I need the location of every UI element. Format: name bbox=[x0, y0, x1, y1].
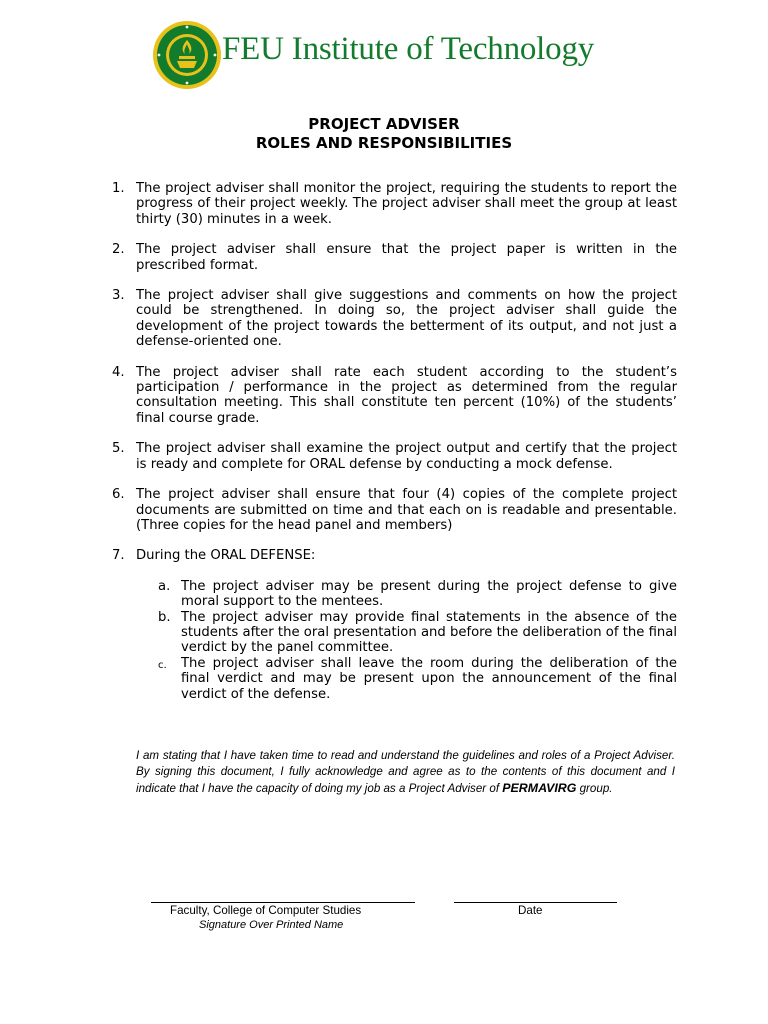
sublist-item bbox=[136, 656, 677, 702]
item-number: 4. bbox=[112, 364, 125, 380]
subitem-text: The project adviser may provide final statements in the absence of the students after the oral presentation and before the deliberation of the final verdict by the panel committee. bbox=[181, 609, 677, 656]
list-item bbox=[110, 487, 677, 533]
item-text: The project adviser shall give suggestions and comments on how the project could be strengthened. In doing so, the project adviser shall guide the development of the project towards the betterment of its output, and not just a defense-oriented one. bbox=[136, 288, 677, 350]
item-text: The project adviser shall examine the project output and certify that the project is ready and complete for ORAL defense by conducting a mock defense. bbox=[136, 441, 677, 472]
document-title-line2: ROLES AND RESPONSIBILITIES bbox=[255, 134, 513, 152]
feu-tech-seal-logo-icon bbox=[152, 20, 222, 90]
letterhead bbox=[152, 18, 632, 94]
signature-over-printed-name-label: Signature Over Printed Name bbox=[199, 919, 344, 931]
document-title-line1: PROJECT ADVISER bbox=[308, 115, 460, 133]
subitem-text: The project adviser may be present during the project defense to give moral support to the mentees. bbox=[181, 578, 677, 610]
item-text: The project adviser shall ensure that four (4) copies of the complete project documents are submitted on time and that each on is readable and presentable. (Three copies for the head panel and members) bbox=[136, 487, 677, 533]
item-number: 7. bbox=[112, 548, 125, 564]
item-text: The project adviser shall rate each student according to the student’s participation / performance in the project as determined from the regular consultation meeting. This shall constitute ten percent (10%) of the students’ final course grade. bbox=[136, 364, 677, 426]
list-item bbox=[110, 441, 677, 472]
list-item bbox=[110, 288, 677, 350]
list-item bbox=[110, 365, 677, 427]
oral-defense-sublist bbox=[136, 579, 677, 702]
sublist-item bbox=[136, 610, 677, 656]
responsibilities-list bbox=[110, 181, 677, 717]
statement-text-end: group. bbox=[576, 782, 613, 796]
group-name: PERMAVIRG bbox=[502, 781, 577, 796]
item-number: 2. bbox=[112, 242, 125, 258]
subitem-letter: a. bbox=[158, 578, 171, 594]
item-text: The project adviser shall ensure that the project paper is written in the prescribed format. bbox=[136, 242, 677, 273]
faculty-signature-line bbox=[151, 902, 415, 903]
subitem-letter: b. bbox=[158, 609, 171, 625]
list-item bbox=[110, 548, 677, 702]
date-signature-line bbox=[454, 902, 617, 903]
faculty-label: Faculty, College of Computer Studies bbox=[170, 904, 362, 917]
item-number: 5. bbox=[112, 441, 125, 457]
item-text: During the ORAL DEFENSE: bbox=[136, 548, 316, 564]
date-label: Date bbox=[518, 904, 543, 917]
list-item bbox=[110, 181, 677, 227]
subitem-text: The project adviser shall leave the room during the deliberation of the final verdict and may be present upon the announcement of the final verdict of the defense. bbox=[181, 655, 677, 702]
statement-text: I am stating that I have taken time to read and understand the guidelines and roles of a Project Adviser. By signing this document, I fully acknowledge and agree as to the contents of this document and I indicate that I have the capacity of doing my job as a Project Adviser of bbox=[136, 749, 675, 796]
acknowledgement-statement bbox=[136, 748, 675, 798]
sublist-item bbox=[136, 579, 677, 610]
institution-name: FEU Institute of Technology bbox=[222, 31, 595, 67]
list-item bbox=[110, 242, 677, 273]
item-number: 6. bbox=[112, 487, 125, 503]
item-number: 3. bbox=[112, 288, 125, 304]
item-text: The project adviser shall monitor the project, requiring the students to report the progress of their project weekly. The project adviser shall meet the group at least thirty (30) minutes in a week. bbox=[136, 181, 677, 227]
item-number: 1. bbox=[112, 181, 125, 196]
subitem-letter: c. bbox=[158, 659, 167, 671]
